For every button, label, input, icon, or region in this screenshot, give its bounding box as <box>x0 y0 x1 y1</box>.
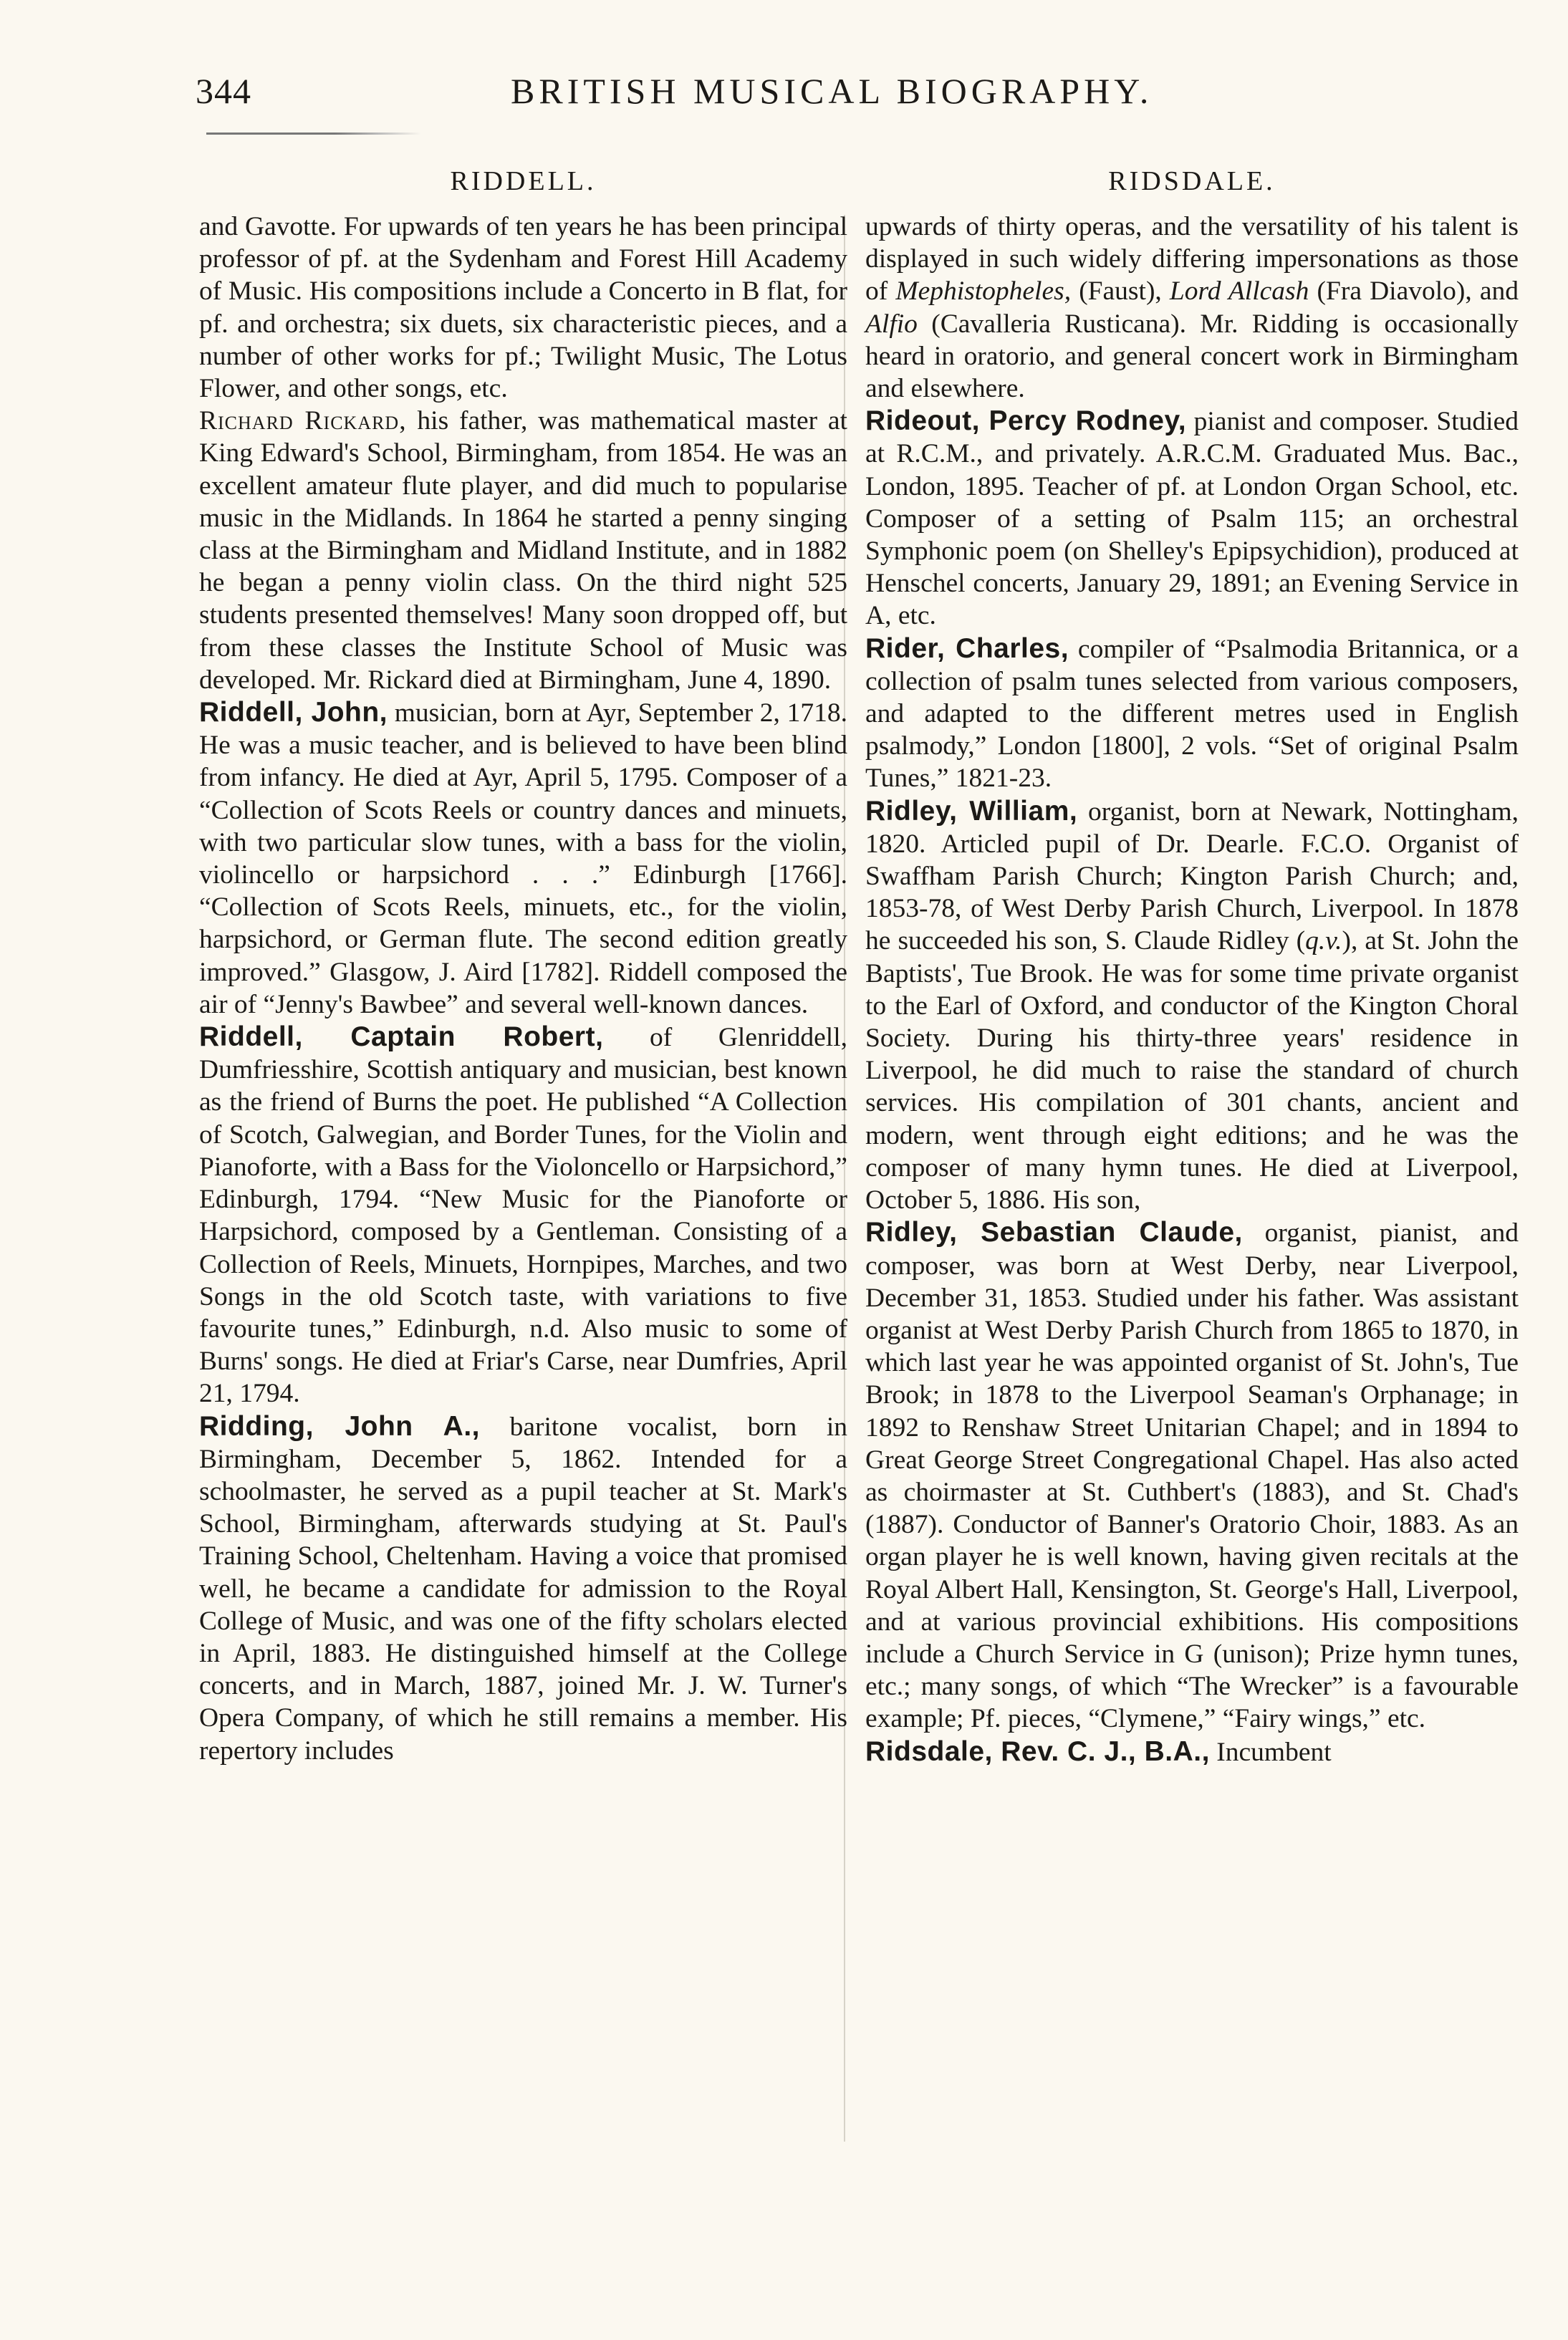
quod-vide: q.v. <box>1305 926 1342 956</box>
entry-ridley-william <box>865 795 1519 1217</box>
entry-headword: Ridding, John A., <box>199 1410 481 1442</box>
entry-ridley-sebastian <box>865 1216 1519 1735</box>
left-column <box>199 159 847 1767</box>
paragraph-richard-rickard <box>199 405 847 696</box>
entry-text: baritone vocalist, born in Birmingham, December 5, 1862. Intended for a schoolmaster, he served as a pupil teacher at St. Mark's School, Birmingham, afterwards studying at St. Paul's Training School, Cheltenham. Having a voice that promised well, he became a candidate for admission to the Royal College of Music, and was one of the fifty scholars elected in April, 1883. He distinguished himself at the College concerts, and in March, 1887, joined Mr. J. W. Turner's Opera Company, of which he still remains a member. His repertory includes <box>199 1412 847 1766</box>
paragraph-text: his father, was mathematical master at King Edward's School, Birmingham, from 1854. He was an excellent amateur flute player, and did much to popularise music in the Midlands. In 1864 he started a penny singing class at the Birmingham and Midland Institute, and in 1882 he began a penny violin class. On the third night 525 students presented themselves! Many soon dropped off, but from these classes the Institute School of Music was developed. Mr. Rickard died at Birmingham, June 4, 1890. <box>199 406 847 695</box>
left-column-text <box>199 211 847 1767</box>
entry-text: organist, born at Newark, Nottingham, 1820. Articled pupil of Dr. Dearle. F.C.O. Organist of Swaffham Parish Church; Kington Parish Church; and, 1853-78, of West Derby Parish Church, Liverpool. In 1878 he succeeded his son, S. Claude Ridley ( <box>865 796 1519 956</box>
entry-ridding-john <box>199 1410 847 1767</box>
entry-headword: Rider, Charles, <box>865 632 1069 664</box>
left-column-head: RIDDELL. <box>450 166 597 196</box>
entry-headword: Ridsdale, Rev. C. J., B.A., <box>865 1735 1210 1767</box>
role-name: Mephistopheles, <box>895 276 1072 307</box>
role-name: Lord Allcash <box>1169 276 1309 307</box>
entry-riddell-john <box>199 696 847 1021</box>
entry-headword: Riddell, Captain Robert, <box>199 1021 604 1053</box>
entry-headword: Ridley, Sebastian Claude, <box>865 1217 1243 1248</box>
person-name: Richard Rickard, <box>199 406 407 436</box>
page-number: 344 <box>196 71 251 111</box>
continued-paragraph: and Gavotte. For upwards of ten years he has been principal professor of pf. at the Sydenham and Forest Hill Academy of Music. His compositions include a Concerto in B flat, for pf. and orchestra; six duets, six characteristic pieces, and a number of other works for pf.; Twilight Music, The Lotus Flower, and other songs, etc. <box>199 212 847 404</box>
paragraph-text: (Faust), <box>1071 276 1170 307</box>
entry-riddell-robert <box>199 1021 847 1410</box>
page-header <box>196 70 1485 120</box>
right-column-head: RIDSDALE. <box>1108 166 1276 196</box>
continued-paragraph <box>865 211 1519 405</box>
entry-text: of Glenriddell, Dumfriesshire, Scottish antiquary and musician, best known as the friend of Burns the poet. He published “A Collection of Scotch, Galwegian, and Border Tunes, for the Violin and Pianoforte, with a Bass for the Violoncello or Harpsichord,” Edinburgh, 1794. “New Music for the Pianoforte or Harpsichord, composed by a Gentleman. Consisting of a Collection of Reels, Minuets, Hornpipes, Marches, and two Songs in the old Scotch taste, with variations to five favourite tunes,” Edinburgh, n.d. Also music to some of Burns' songs. He died at Friar's Carse, near Dumfries, April 21, 1794. <box>199 1023 847 1409</box>
paragraph-text: (Cavalleria Rusticana). Mr. Ridding is occasionally heard in oratorio, and general concert work in Birmingham and elsewhere. <box>865 309 1519 404</box>
entry-rideout-percy <box>865 405 1519 632</box>
role-name: Alfio <box>865 309 918 339</box>
entry-text: pianist and composer. Studied at R.C.M., and privately. A.R.C.M. Graduated Mus. Bac., London, 1895. Teacher of pf. at London Organ School, etc. Composer of a setting of Psalm 115; an orchestral Symphonic poem (on Shelley's Epipsychidion), produced at Henschel concerts, January 29, 1891; an Evening Service in A, etc. <box>865 407 1519 631</box>
paragraph-text: (Fra Diavolo), and <box>1309 276 1519 307</box>
entry-text: musician, born at Ayr, September 2, 1718. He was a music teacher, and is believed to have been blind from infancy. He died at Ayr, April 5, 1795. Composer of a “Collection of Scots Reels or country dances and minuets, with two particular slow tunes, with a bass for the violin, violincello or harpsichord . . .” Edinburgh [1766]. “Collection of Scots Reels, minuets, etc., for the violin, harpsichord, or German flute. The second edition greatly improved.” Glasgow, J. Aird [1782]. Riddell composed the air of “Jenny's Bawbee” and several well-known dances. <box>199 698 848 1019</box>
entry-text: compiler of “Psalmodia Britannica, or a collection of psalm tunes selected from various composers, and adapted to the different metres used in English psalmody,” London [1800], 2 vols. “Set of original Psalm Tunes,” 1821-23. <box>865 634 1519 794</box>
entry-rider-charles <box>865 632 1519 795</box>
header-rule <box>206 133 421 135</box>
entry-text: Incumbent <box>1209 1737 1332 1767</box>
entry-text: ), at St. John the Baptists', Tue Brook. He was for some time private organist to the Earl of Oxford, and conductor of the Kington Choral Society. During his thirty-three years' residence in Liverpool, he did much to raise the standard of church services. His compilation of 301 chants, ancient and modern, went through eight editions; and he was the composer of many hymn tunes. He died at Liverpool, October 5, 1886. His son, <box>865 926 1519 1215</box>
entry-headword: Rideout, Percy Rodney, <box>865 405 1187 437</box>
running-title: BRITISH MUSICAL BIOGRAPHY. <box>511 71 1153 111</box>
paragraph-text: upwards of thirty operas, and the versatility of his talent is displayed in such widely differing impersonations as those of <box>865 212 1519 307</box>
entry-headword: Ridley, William, <box>865 795 1078 827</box>
entry-headword: Riddell, John, <box>199 697 388 728</box>
entry-ridsdale <box>865 1735 1519 1768</box>
entry-text: organist, pianist, and composer, was born at West Derby, near Liverpool, December 31, 1853. Studied under his father. Was assistant organist at West Derby Parish Church from 1865 to 1870, in which last year he was appointed organist of St. John's, Tue Brook; in 1878 to the Liverpool Seaman's Orphanage; in 1892 to Renshaw Street Unitarian Chapel; and in 1894 to Great George Street Congregational Chapel. Has also acted as choirmaster at St. Cuthbert's (1883), and St. Chad's (1887). Conductor of Banner's Oratorio Choir, 1883. As an organ player he is well known, having given recitals at the Royal Albert Hall, Kensington, St. George's Hall, Liverpool, and at various provincial exhibitions. His compositions include a Church Service in G (unison); Prize hymn tunes, etc.; many songs, of which “The Wrecker” is a favourable example; Pf. pieces, “Clymene,” “Fairy wings,” etc. <box>865 1218 1519 1734</box>
right-column <box>865 159 1519 1768</box>
right-column-text <box>865 211 1519 1768</box>
